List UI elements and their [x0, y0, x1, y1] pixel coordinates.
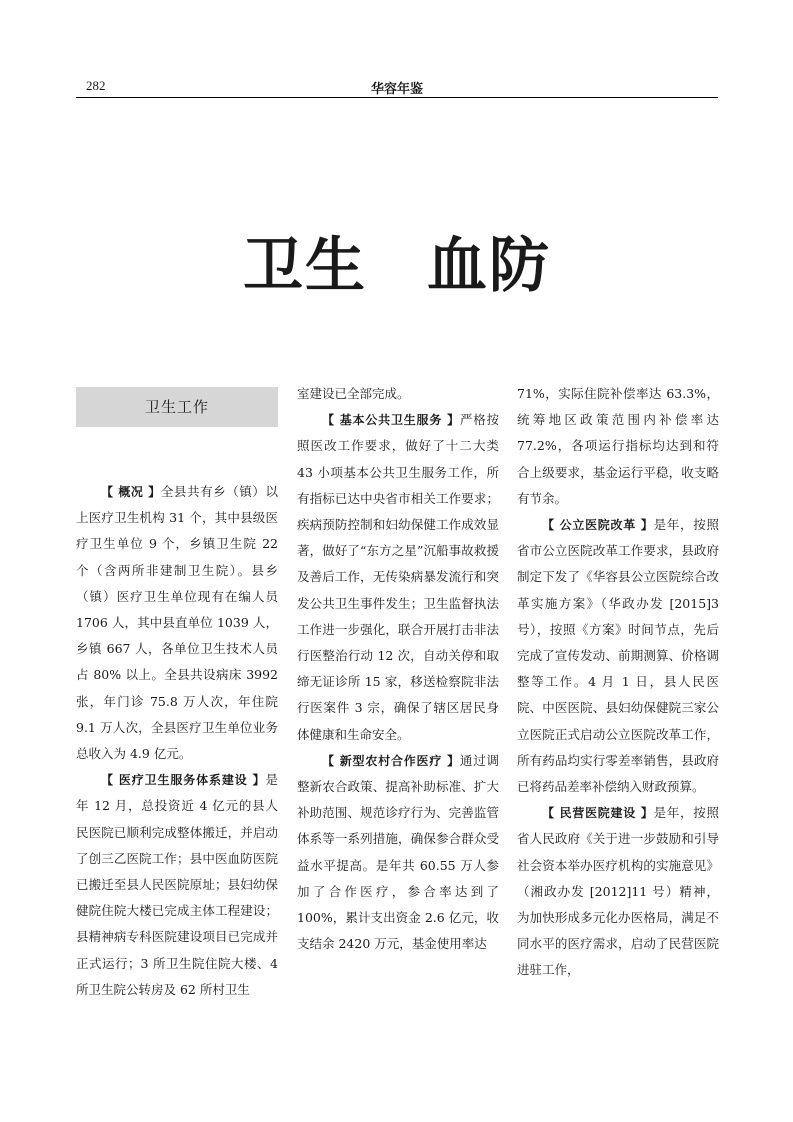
- paragraph-continued: [517, 381, 719, 512]
- header-rule: [76, 97, 718, 98]
- paragraph-text: 严格按照医改工作要求，做好了十二大类 43 小项基本公共卫生服务工作，所有指标已达中央省市相关工作要求；疾病预防控制和妇幼保健工作成效显著，做好了“东方之星”沉船事故救援及善后工作，无传染病暴发流行和突发公共卫生事件发生；卫生监督执法工作进一步强化，联合开展打击非法行医整治行动 12 次，自动关停和取缔无证诊所 15 家，移送检察院非法行医案件 3 宗，确保了辖区居民身体健康和生命安全。: [297, 412, 499, 742]
- paragraph-continued: [297, 381, 499, 407]
- paragraph-tag: 【 公立医院改革 】: [542, 518, 654, 533]
- paragraph-tag: 【 新型农村合作医疗 】: [322, 753, 460, 768]
- paragraph-text: 是年，按照省市公立医院改革工作要求，县政府制定下发了《华容县公立医院综合改革实施方案》（华政办发 [2015]3 号），按照《方案》时间节点，先后完成了宣传发动、前期测算、价格调整等工作。4 月 1 日，县人民医院、中医医院、县妇幼保健院三家公立医院正式启动公立医院改革工作，所有药品均实行零差率销售，县政府已将药品差率补偿纳入财政预算。: [517, 517, 719, 795]
- column-3: [517, 381, 719, 984]
- column-1: [76, 381, 278, 1003]
- paragraph-text: 通过调整新农合政策、提高补助标准、扩大补助范围、规范诊疗行为、完善监管体系等一系列措施，确保参合群众受益水平提高。是年共 60.55 万人参加了合作医疗，参合率达到了 100%，累计支出资金 2.6 亿元，收支结余 2420 万元，基金使用率达: [297, 752, 499, 952]
- paragraph-text: 是年，按照省人民政府《关于进一步鼓励和引导社会资本举办医疗机构的实施意见》（湘政办发 [2012]11 号）精神，为加快形成多元化办医格局，满足不同水平的医疗需求，启动了民营医院进驻工作，: [517, 805, 719, 978]
- paragraph-private-hospital: [517, 800, 719, 983]
- paragraph-text: 全县共有乡（镇）以上医疗卫生机构 31 个，其中县级医疗卫生单位 9 个，乡镇卫生院 22 个（含两所非建制卫生院）。县乡（镇）医疗卫生单位现有在编人员 1706 人，其中县直单位 1039 人，乡镇 667 人，各单位卫生技术人员占 80% 以上。全县共设病床 3992 张，年门诊 75.8 万人次，年住院 9.1 万人次，全县医疗卫生单位业务总收入为 4.9 亿元。: [76, 484, 278, 762]
- page-header: [76, 78, 718, 98]
- section-title: [76, 231, 718, 301]
- paragraph-tag: 【 概况 】: [101, 485, 161, 499]
- paragraph-text: 是年 12 月，总投资近 4 亿元的县人民医院已顺利完成整体搬迁，并启动了创三乙医院工作；县中医血防医院已搬迁至县人民医院原址；县妇幼保健院住院大楼已完成主体工程建设；县精神病专科医院建设项目已完成并正式运行；3 所卫生院住院大楼、4 所卫生院公转房及 62 所村卫生: [76, 772, 278, 997]
- paragraph-text: 71%，实际住院补偿率达 63.3%，统筹地区政策范围内补偿率达 77.2%，各项运行指标均达到和符合上级要求，基金运行平稳，收支略有节余。: [517, 386, 719, 506]
- paragraph-overview: [76, 479, 278, 767]
- paragraph-text: 室建设已全部完成。: [297, 386, 410, 401]
- section-title-part2: 血防: [427, 231, 551, 301]
- paragraph-tag: 【 民营医院建设 】: [542, 806, 654, 821]
- paragraph-service-system: [76, 767, 278, 1003]
- column-2: [297, 381, 499, 957]
- paragraph-tag: 【 医疗卫生服务体系建设 】: [101, 773, 266, 788]
- subsection-banner: [76, 387, 278, 427]
- book-title: 华容年鉴: [370, 82, 423, 97]
- paragraph-public-health: [297, 407, 499, 748]
- paragraph-rural-cooperative: [297, 748, 499, 958]
- subsection-title: 卫生工作: [144, 397, 209, 416]
- paragraph-tag: 【 基本公共卫生服务 】: [322, 413, 460, 428]
- section-title-part1: 卫生: [243, 231, 367, 301]
- paragraph-public-hospital-reform: [517, 512, 719, 800]
- page-number: 282: [86, 78, 106, 93]
